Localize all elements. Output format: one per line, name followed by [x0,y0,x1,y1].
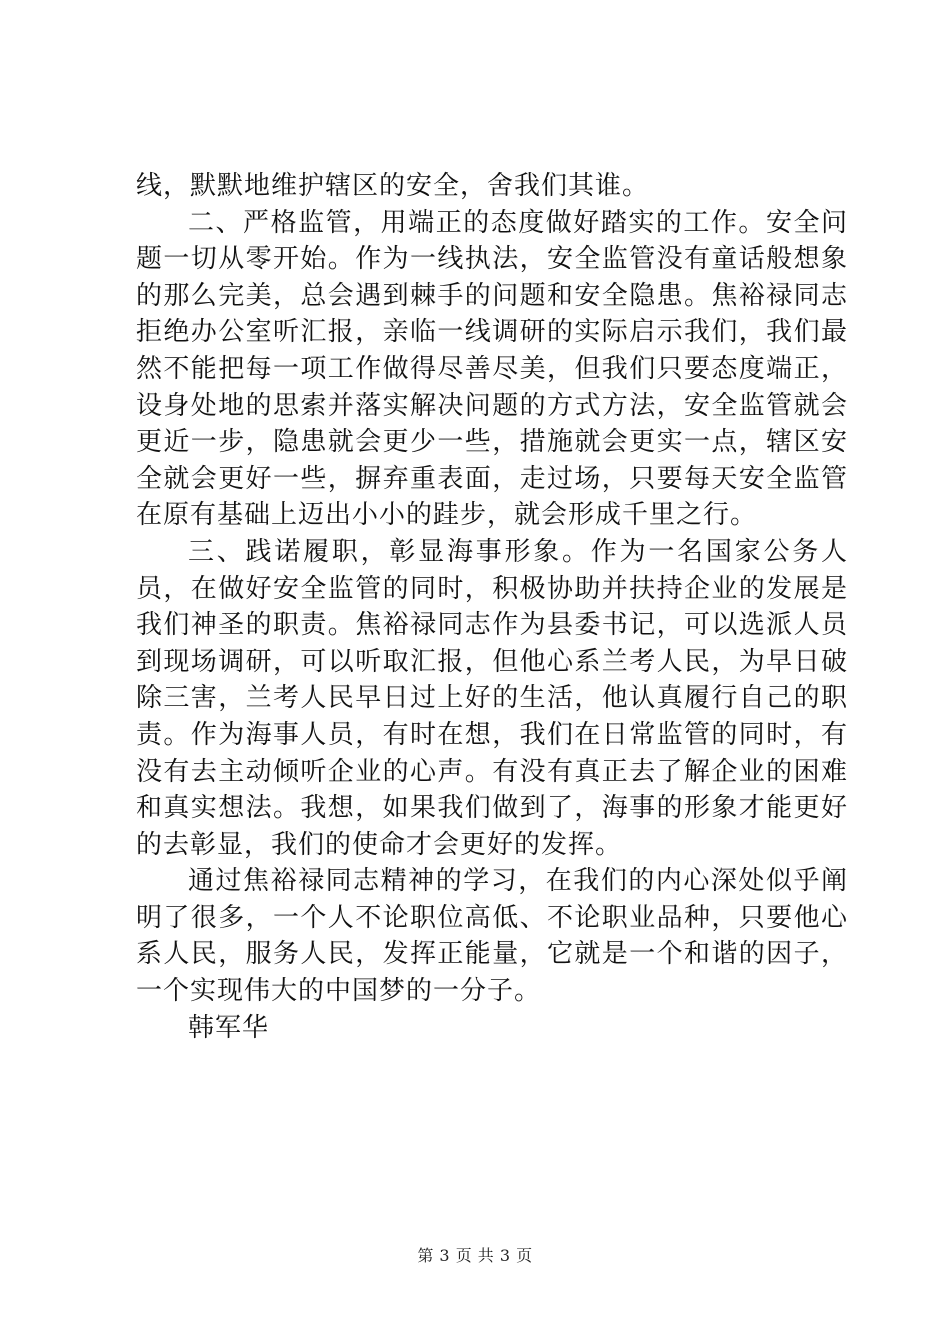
author-signature: 韩军华 [188,1012,270,1043]
paragraph-continuation: 线，默默地维护辖区的安全，舍我们其谁。 [136,171,650,201]
document-body [136,168,848,1046]
paragraph-conclusion: 通过焦裕禄同志精神的学习，在我们的内心深处似乎阐明了很多，一个人不论职位高低、不论职业品种，只要他心系人民，服务人民，发挥正能量，它就是一个和谐的因子，一个实现伟大的中国梦的一分子。 [136,866,848,1007]
page-footer: 第 3 页 共 3 页 [417,1246,533,1265]
paragraph-fulfill-duty: 三、践诺履职，彰显海事形象。作为一名国家公务人员，在做好安全监管的同时，积极协助并扶持企业的发展是我们神圣的职责。焦裕禄同志作为县委书记，可以选派人员到现场调研，可以听取汇报，但他心系兰考人民，为早日破除三害，兰考人民早日过上好的生活，他认真履行自己的职责。作为海事人员，有时在想，我们在日常监管的同时，有没有去主动倾听企业的心声。有没有真正去了解企业的困难和真实想法。我想，如果我们做到了，海事的形象才能更好的去彰显，我们的使命才会更好的发挥。 [136,536,848,860]
paragraph-strict-supervision: 二、严格监管，用端正的态度做好踏实的工作。安全问题一切从零开始。作为一线执法，安全监管没有童话般想象的那么完美，总会遇到棘手的问题和安全隐患。焦裕禄同志拒绝办公室听汇报，亲临一线调研的实际启示我们，我们最然不能把每一项工作做得尽善尽美，但我们只要态度端正，设身处地的思索并落实解决问题的方式方法，安全监管就会更近一步，隐患就会更少一些，措施就会更实一点，辖区安全就会更好一些，摒弃重表面，走过场，只要每天安全监管在原有基础上迈出小小的跬步，就会形成千里之行。 [136,207,848,531]
